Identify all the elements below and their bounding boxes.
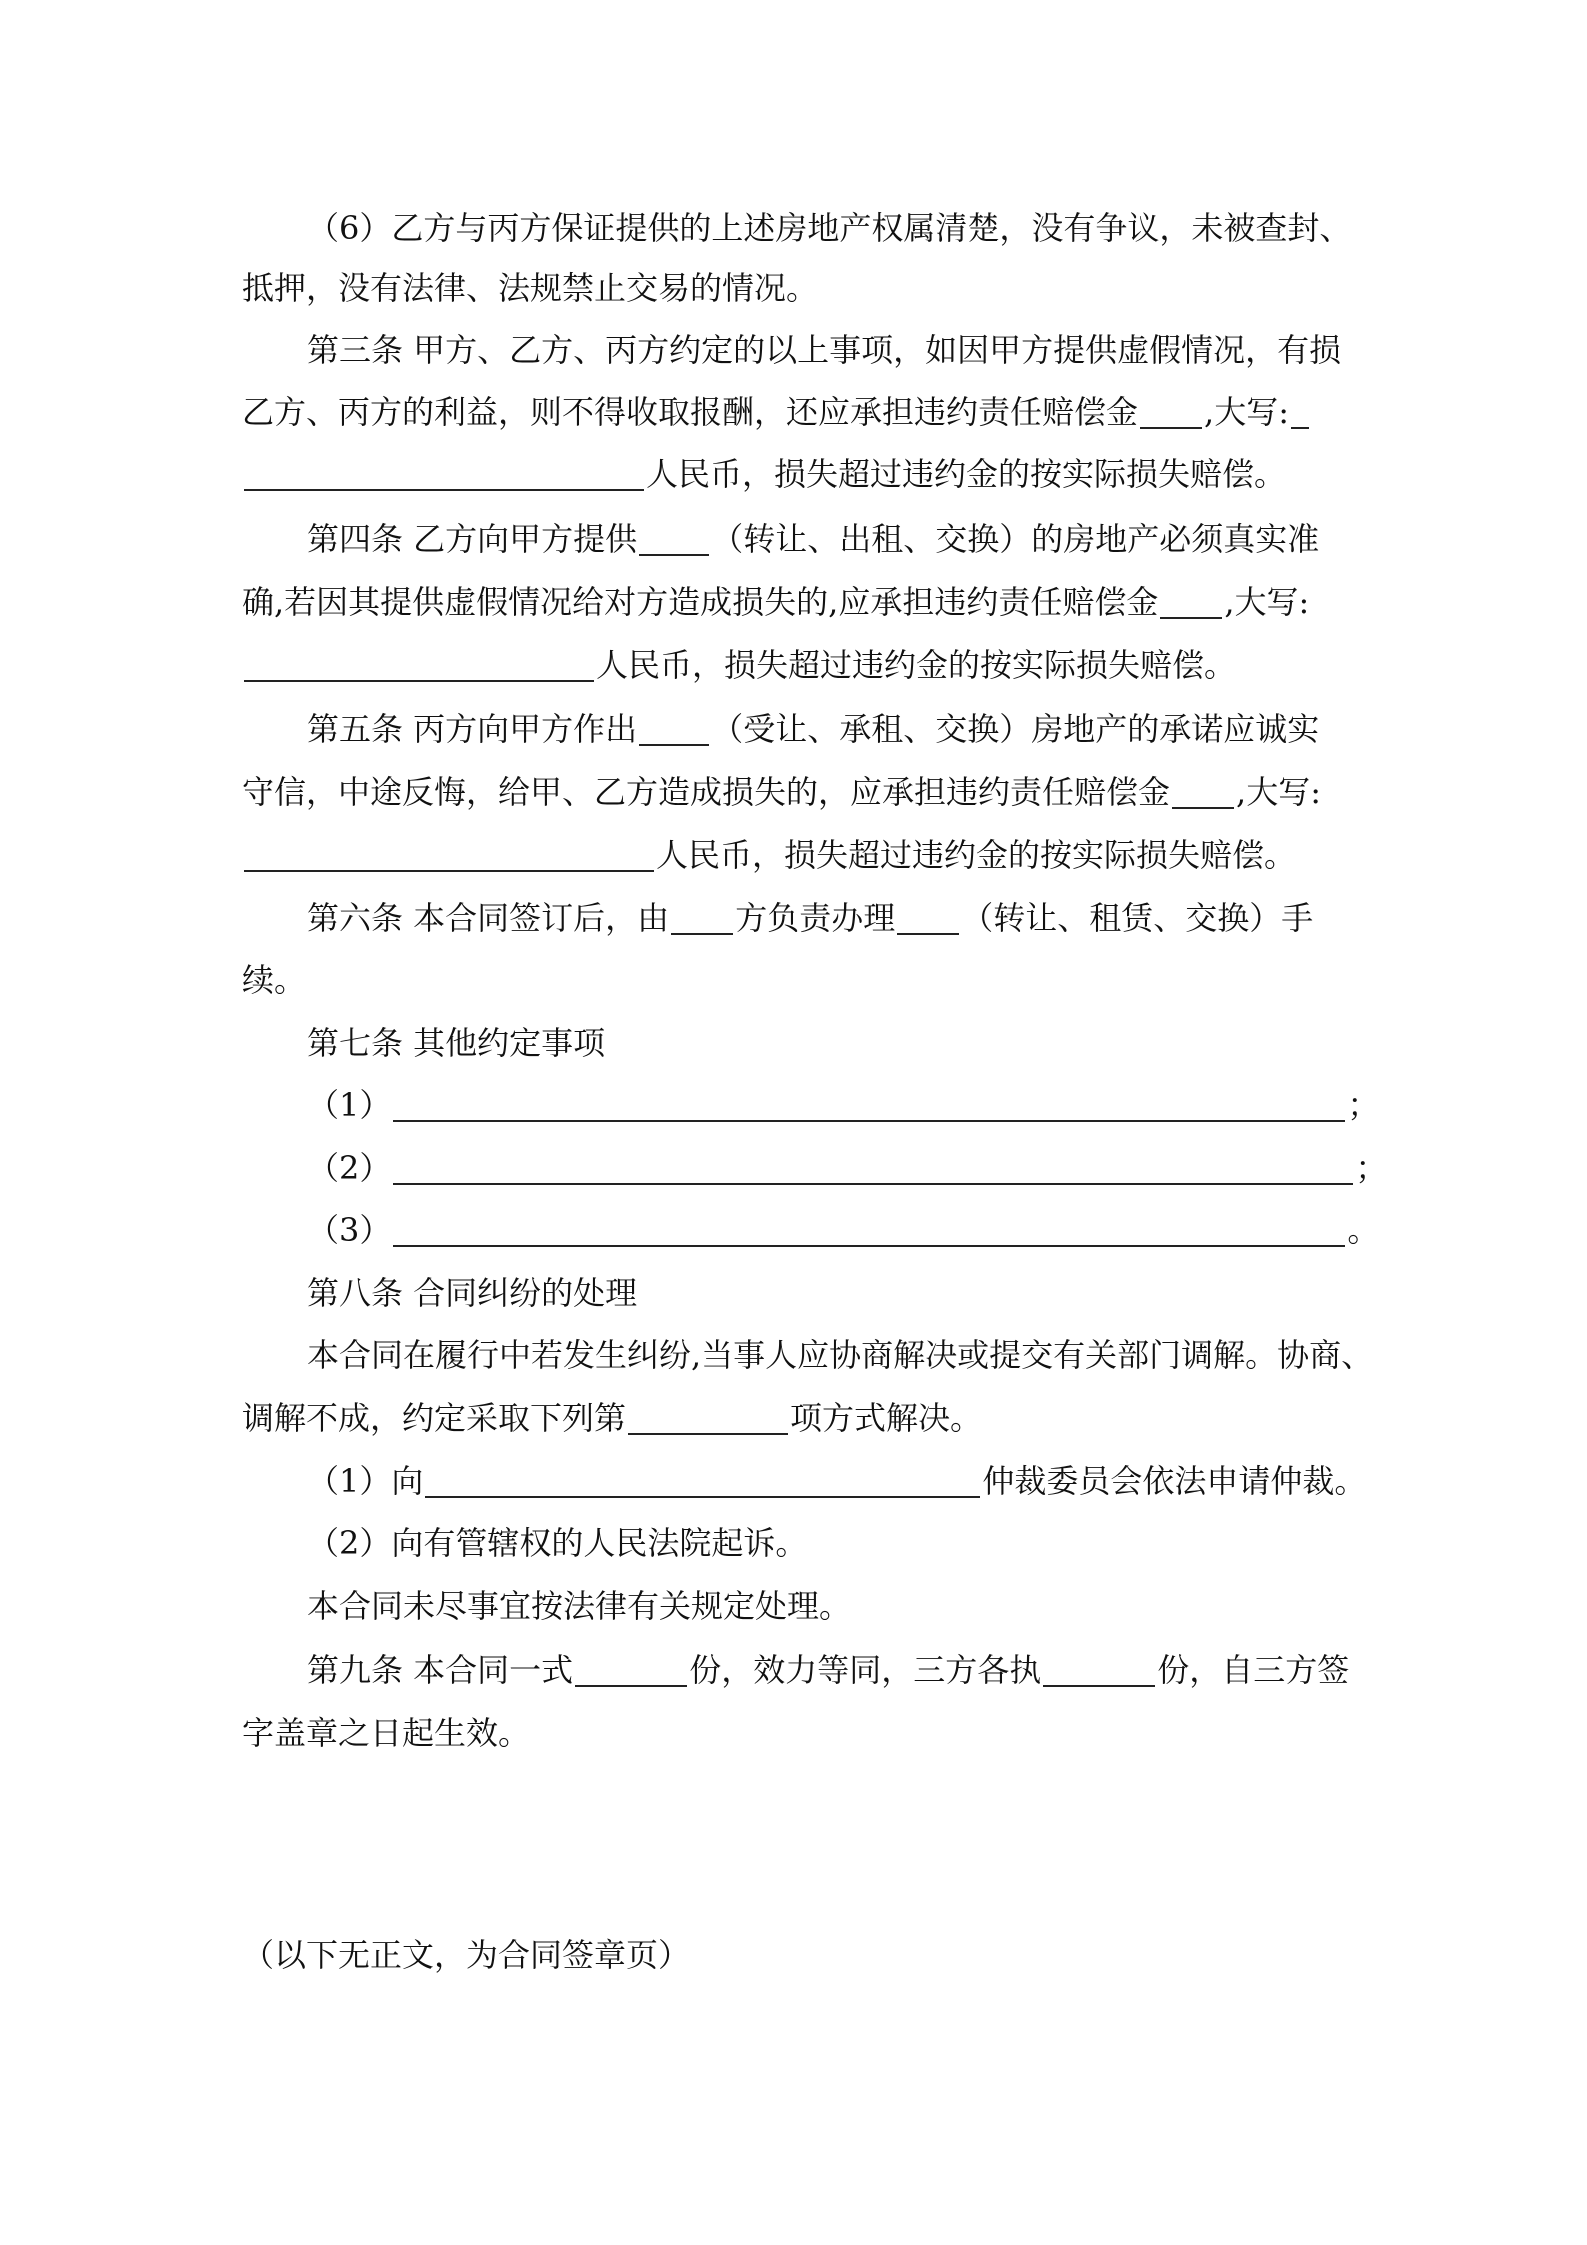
article5-line3 xyxy=(242,833,1296,877)
article9-line1-rest: 份，自三方签 xyxy=(1157,1651,1350,1689)
article3-line3 xyxy=(242,452,1286,496)
article8-closing: 本合同未尽事宜按法律有关规定处理。 xyxy=(307,1587,852,1625)
procedure-type-blank[interactable] xyxy=(897,903,959,935)
compensation-amount-blank[interactable] xyxy=(1140,397,1202,429)
article6-line1-rest: （转让、租赁、交换）手 xyxy=(961,899,1314,937)
transaction-type-blank[interactable] xyxy=(639,714,709,746)
item-end: 。 xyxy=(1347,1211,1380,1249)
item-label: （2） xyxy=(307,1149,392,1187)
capital-amount-blank[interactable] xyxy=(244,840,654,872)
article7-item-3 xyxy=(307,1208,1379,1252)
responsible-party-blank[interactable] xyxy=(671,903,733,935)
article4-line3 xyxy=(242,643,1236,687)
article5-line2-text: 守信，中途反悔，给甲、乙方造成损失的，应承担违约责任赔偿金 xyxy=(242,773,1171,811)
transaction-type-blank[interactable] xyxy=(639,524,709,556)
article3-capital-label: ,大写: xyxy=(1204,393,1289,431)
capital-amount-blank-start[interactable] xyxy=(1291,397,1309,429)
article8-title: 第八条 合同纠纷的处理 xyxy=(307,1274,638,1312)
article8-line2-rest: 项方式解决。 xyxy=(790,1399,983,1437)
article8-line2-text: 调解不成，约定采取下列第 xyxy=(242,1399,627,1437)
article5-line3-text: 人民币，损失超过违约金的按实际损失赔偿。 xyxy=(656,836,1297,874)
article9-middle: 份，效力等同，三方各执 xyxy=(689,1651,1042,1689)
article8-line1: 本合同在履行中若发生纠纷,当事人应协商解决或提交有关部门调解。协商、 xyxy=(307,1336,1374,1374)
article7-item-2 xyxy=(307,1146,1387,1190)
signature-page-note: （以下无正文，为合同签章页） xyxy=(242,1936,691,1974)
article3-line3-text: 人民币，损失超过违约金的按实际损失赔偿。 xyxy=(646,455,1287,493)
dispute-option-blank[interactable] xyxy=(628,1403,788,1435)
article9-line2: 字盖章之日起生效。 xyxy=(242,1714,531,1752)
article5-line2 xyxy=(242,770,1321,814)
compensation-amount-blank[interactable] xyxy=(1172,777,1234,809)
article5-line1-rest: （受让、承租、交换）房地产的承诺应诚实 xyxy=(711,710,1320,748)
item-end: ； xyxy=(1355,1149,1388,1187)
article8-line2 xyxy=(242,1396,982,1440)
item-label: （1） xyxy=(307,1086,392,1124)
article6-middle: 方负责办理 xyxy=(735,899,896,937)
article9-line1 xyxy=(307,1648,1349,1692)
arbitration-committee-blank[interactable] xyxy=(425,1466,980,1498)
article4-line2-text: 确,若因其提供虚假情况给对方造成损失的,应承担违约责任赔偿金 xyxy=(242,583,1159,621)
article5-line1-text: 第五条 丙方向甲方作出 xyxy=(307,710,638,748)
article6-line2: 续。 xyxy=(242,961,307,999)
article4-line2 xyxy=(242,580,1309,624)
article5-line1 xyxy=(307,707,1319,751)
article9-line1-text: 第九条 本合同一式 xyxy=(307,1651,574,1689)
article7-title: 第七条 其他约定事项 xyxy=(307,1024,606,1062)
compensation-amount-blank[interactable] xyxy=(1160,587,1222,619)
item-end: ； xyxy=(1347,1086,1380,1124)
article3-line1: 第三条 甲方、乙方、丙方约定的以上事项，如因甲方提供虚假情况，有损 xyxy=(307,331,1342,369)
capital-amount-blank[interactable] xyxy=(244,459,644,491)
article4-line1-rest: （转让、出租、交换）的房地产必须真实准 xyxy=(711,520,1320,558)
article8-option-1 xyxy=(307,1459,1366,1503)
article4-line1-text: 第四条 乙方向甲方提供 xyxy=(307,520,638,558)
article8-option-2: （2）向有管辖权的人民法院起诉。 xyxy=(307,1524,808,1562)
article3-line2 xyxy=(242,390,1311,434)
article4-line1 xyxy=(307,517,1319,561)
other-terms-blank[interactable] xyxy=(393,1215,1345,1247)
article6-line1-text: 第六条 本合同签订后，由 xyxy=(307,899,670,937)
article4-capital-label: ,大写: xyxy=(1224,583,1310,621)
other-terms-blank[interactable] xyxy=(393,1153,1353,1185)
option1-text: （1）向 xyxy=(307,1462,424,1500)
other-terms-blank[interactable] xyxy=(393,1090,1345,1122)
capital-amount-blank[interactable] xyxy=(244,650,594,682)
article6-line1 xyxy=(307,896,1313,940)
article5-capital-label: ,大写: xyxy=(1236,773,1321,811)
article4-line3-text: 人民币，损失超过违约金的按实际损失赔偿。 xyxy=(596,646,1237,684)
article7-item-1 xyxy=(307,1083,1379,1127)
article3-line2-text: 乙方、丙方的利益，则不得收取报酬，还应承担违约责任赔偿金 xyxy=(242,393,1139,431)
copies-each-blank[interactable] xyxy=(1043,1655,1155,1687)
clause6-line2: 抵押，没有法律、法规禁止交易的情况。 xyxy=(242,269,819,307)
clause6-line1: （6）乙方与丙方保证提供的上述房地产权属清楚，没有争议，未被查封、 xyxy=(307,209,1352,247)
option1-rest: 仲裁委员会依法申请仲裁。 xyxy=(982,1462,1367,1500)
copies-total-blank[interactable] xyxy=(575,1655,687,1687)
item-label: （3） xyxy=(307,1211,392,1249)
